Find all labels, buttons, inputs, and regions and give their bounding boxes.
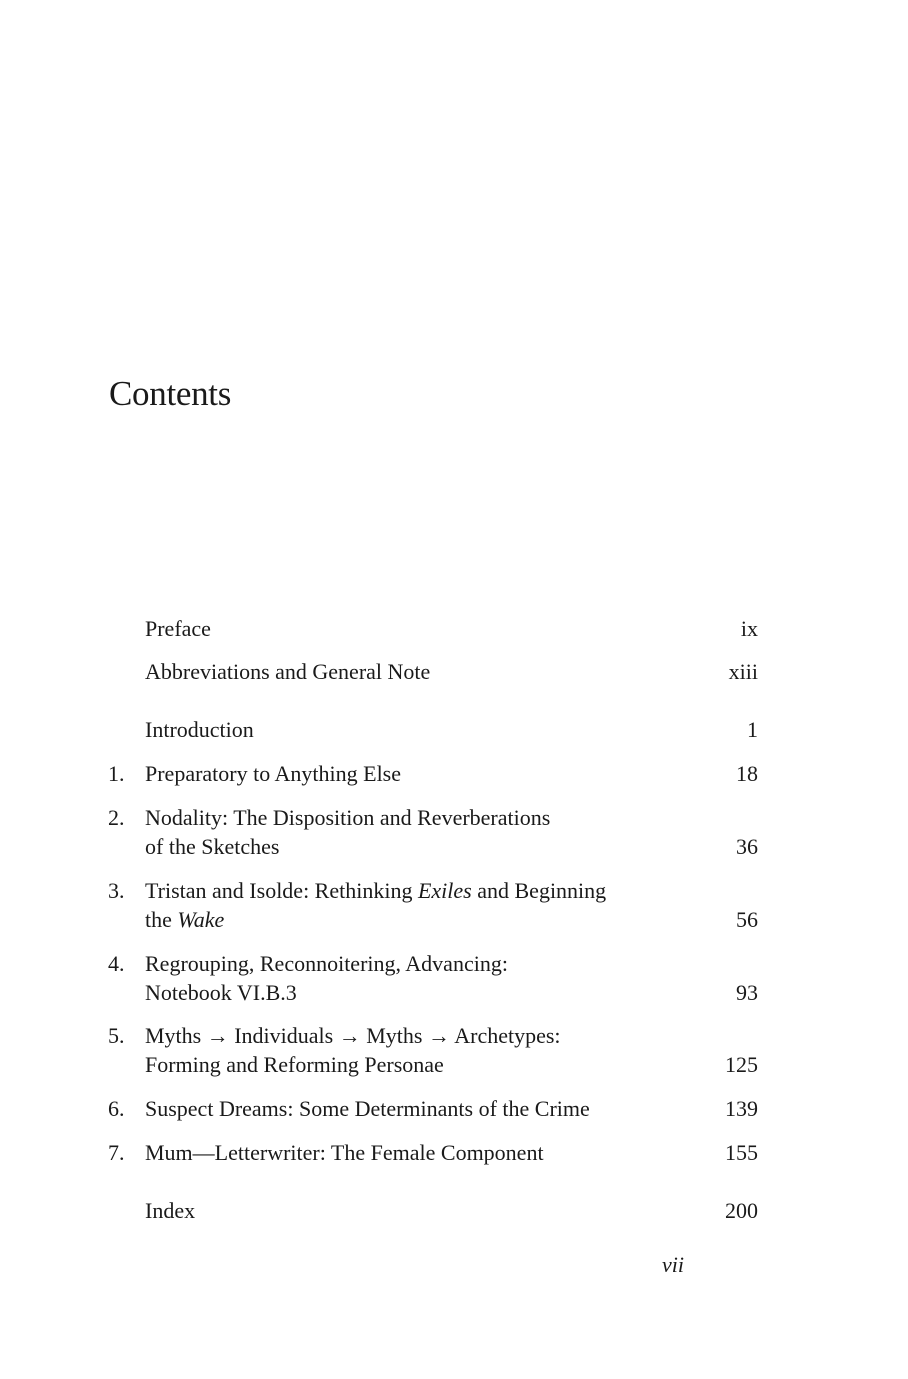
toc-entry-page: 125 <box>725 1052 758 1077</box>
toc-entry-page: 1 <box>747 717 758 742</box>
toc-entry-page: 155 <box>725 1140 758 1165</box>
toc-entry-number: 5. <box>108 1023 125 1048</box>
toc-entry-title: Preface <box>145 616 211 641</box>
toc-entry-page: 18 <box>736 761 758 786</box>
toc-entry-number: 4. <box>108 951 125 976</box>
toc-entry-number: 7. <box>108 1140 125 1165</box>
toc-entry-title: Tristan and Isolde: Rethinking Exiles and Beginning the Wake <box>145 878 607 932</box>
toc-entry-number: 2. <box>108 805 125 830</box>
toc-entry-page: 36 <box>736 834 758 859</box>
toc-entry-title: Introduction <box>145 717 254 742</box>
toc-entry-page: ix <box>740 616 758 641</box>
toc-entry-page: 139 <box>725 1096 758 1121</box>
page-folio: vii <box>662 1252 684 1277</box>
toc-entry-page: xiii <box>728 659 758 684</box>
toc-entry-title: Nodality: The Disposition and Reverberations of the Sketches <box>145 805 551 859</box>
toc-entry-title: Mum—Letterwriter: The Female Component <box>145 1140 544 1165</box>
toc-entry-title: Preparatory to Anything Else <box>145 761 402 786</box>
toc-entry-title: Index <box>145 1198 196 1223</box>
toc-entry-page: 200 <box>725 1198 758 1223</box>
toc-entry-number: 6. <box>108 1096 125 1121</box>
toc-entry-title: Regrouping, Reconnoitering, Advancing: Notebook VI.B.3 <box>145 951 508 1005</box>
toc-entry-number: 1. <box>108 761 125 786</box>
toc-entry-title: Suspect Dreams: Some Determinants of the Crime <box>145 1096 590 1121</box>
toc-entry-title: Myths → Individuals → Myths → Archetypes: Forming and Reforming Personae <box>145 1023 561 1077</box>
toc-entry-title: Abbreviations and General Note <box>145 659 431 684</box>
toc-entry-page: 93 <box>736 980 758 1005</box>
toc-entry-number: 3. <box>108 878 125 903</box>
toc-entry-page: 56 <box>736 907 758 932</box>
page-title: Contents <box>109 374 232 413</box>
